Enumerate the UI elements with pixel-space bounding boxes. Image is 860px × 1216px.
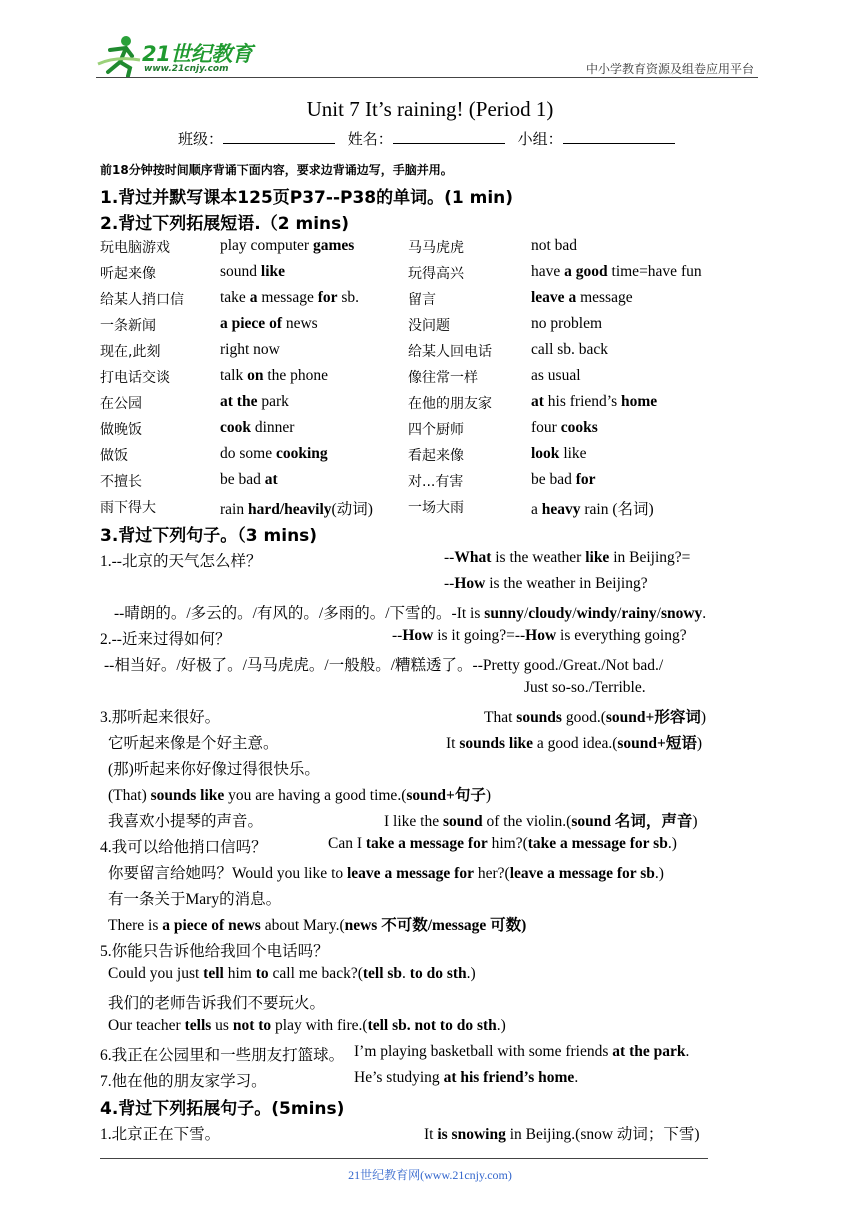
phrase-zh-2: 给某人回电话 [408,344,492,360]
phrase-en-2: look like [531,445,587,462]
phrase-en-1: a piece of news [220,315,318,332]
footer-text: 21世纪教育网(www.21cnjy.com) [348,1168,512,1182]
class-blank[interactable] [223,129,335,144]
phrase-zh-1: 做饭 [100,448,128,464]
runner-logo-icon [96,34,142,78]
section-heading-3: 3.背过下列句子。（3 mins) [100,526,318,546]
sentence-right: I’m playing basketball with some friends at the park. [354,1043,690,1060]
sentence-left: --相当好。/好极了。/马马虎虎。/一般般。/糟糕透了。--Pretty good./Great./Not bad./ [104,657,664,674]
phrase-zh-1: 不擅长 [100,474,142,490]
page-title: Unit 7 It’s raining! (Period 1) [306,97,554,121]
phrase-zh-1: 听起来像 [100,266,156,282]
sentence-left: 3.那听起来很好。 [100,709,221,726]
group-blank[interactable] [563,129,675,144]
class-label: 班级： [178,130,224,148]
phrase-en-2: leave a message [531,289,633,306]
logo-url: www.21cnjy.com [144,64,229,74]
phrase-en-2: have a good time=have fun [531,263,702,280]
phrase-en-1: cook dinner [220,419,295,436]
extended-left: 1.北京正在下雪。 [100,1126,221,1143]
phrase-zh-2: 一场大雨 [408,500,464,516]
section-heading-1: 1.背过并默写课本125页P37--P38的单词。(1 min) [100,188,514,208]
sentence-left: 它听起来像是个好主意。 [108,735,279,752]
sentence-right: Just so-so./Terrible. [524,679,646,696]
group-label: 小组： [517,130,563,148]
sentence-left: 6.我正在公园里和一些朋友打篮球。 [100,1047,345,1064]
phrase-zh-1: 做晚饭 [100,422,142,438]
site-logo [96,34,266,78]
phrase-zh-2: 看起来像 [408,448,464,464]
phrase-en-2: no problem [531,315,603,332]
phrase-en-1: talk on the phone [220,367,329,384]
phrase-en-1: sound like [220,263,286,280]
phrase-en-1: take a message for sb. [220,289,360,306]
header-divider [96,77,758,78]
phrase-en-2: call sb. back [531,341,609,358]
phrase-zh-2: 马马虎虎 [408,240,464,256]
sentence-left: (That) sounds like you are having a good time.(sound+句子) [108,787,492,804]
section-heading-2: 2.背过下列拓展短语.（2 mins) [100,214,350,234]
phrase-en-2: a heavy rain (名词) [531,501,654,518]
sentence-left: 我们的老师告诉我们不要玩火。 [108,995,326,1012]
extended-right: It is snowing in Beijing.(snow 动词；下雪) [424,1126,700,1143]
phrase-en-1: right now [220,341,280,358]
sentence-left: 有一条关于Mary的消息。 [108,891,282,908]
sentence-left: There is a piece of news about Mary.(news 不可数/message 可数) [108,917,527,934]
sentence-right: --How is it going?=--How is everything going? [392,627,687,644]
sentence-right: --How is the weather in Beijing? [444,575,648,592]
phrase-en-1: be bad at [220,471,278,488]
sentence-right: It sounds like a good idea.(sound+短语) [446,735,703,752]
sentence-right: --What is the weather like in Beijing?= [444,549,691,566]
sentence-right: Can I take a message for him?(take a message for sb.) [328,835,677,852]
phrase-zh-2: 四个厨师 [408,422,464,438]
phrase-zh-1: 在公园 [100,396,142,412]
sentence-left: 2.--近来过得如何？ [100,631,231,648]
phrase-en-2: be bad for [531,471,596,488]
phrase-zh-1: 打电话交谈 [100,370,170,386]
instruction-text: 前18分钟按时间顺序背诵下面内容，要求边背诵边写，手脑并用。 [100,163,453,177]
phrase-en-1: play computer games [220,237,355,254]
sentence-right: He’s studying at his friend’s home. [354,1069,579,1086]
phrase-zh-1: 玩电脑游戏 [100,240,170,256]
phrase-zh-2: 像往常一样 [408,370,478,386]
name-blank[interactable] [393,129,505,144]
phrase-en-2: four cooks [531,419,598,436]
sentence-left: 5.你能只告诉他给我回个电话吗？ [100,943,329,960]
section-heading-4: 4.背过下列拓展句子。(5mins) [100,1099,345,1119]
phrase-en-2: as usual [531,367,581,384]
sentence-left: 1.--北京的天气怎么样？ [100,553,262,570]
sentence-left: --晴朗的。/多云的。/有风的。/多雨的。/下雪的。-It is sunny/cloudy/windy/rainy/snowy. [114,605,707,622]
student-info-fields [178,128,683,149]
phrase-zh-1: 雨下得大 [100,500,156,516]
sentence-left: 7.他在他的朋友家学习。 [100,1073,267,1090]
footer-divider [100,1158,708,1159]
sentence-left: Could you just tell him to call me back?(tell sb. to do sth.) [108,965,476,982]
phrase-zh-1: 一条新闻 [100,318,156,334]
phrase-en-1: rain hard/heavily(动词) [220,501,373,518]
sentence-left: 4.我可以给他捎口信吗？ [100,839,267,856]
sentence-right: That sounds good.(sound+形容词) [484,709,707,726]
phrase-zh-2: 留言 [408,292,436,308]
phrase-zh-1: 给某人捎口信 [100,292,184,308]
phrase-zh-1: 现在,此刻 [100,344,161,360]
phrase-en-2: at his friend’s home [531,393,658,410]
platform-label: 中小学教育资源及组卷应用平台 [585,62,754,76]
name-label: 姓名： [347,130,393,148]
logo-text: 21世纪教育 [142,42,253,66]
phrase-zh-2: 玩得高兴 [408,266,464,282]
sentence-left: 我喜欢小提琴的声音。 [108,813,264,830]
phrase-en-1: at the park [220,393,289,410]
phrase-zh-2: 在他的朋友家 [408,396,492,412]
sentence-left: Our teacher tells us not to play with fire.(tell sb. not to do sth.) [108,1017,506,1034]
phrase-en-2: not bad [531,237,578,254]
phrase-zh-2: 没问题 [408,318,450,334]
phrase-zh-2: 对...有害 [408,474,464,490]
phrase-en-1: do some cooking [220,445,328,462]
sentence-left: 你要留言给她吗？Would you like to leave a message for her?(leave a message for sb.) [108,865,664,882]
sentence-left: (那)听起来你好像过得很快乐。 [108,761,320,778]
sentence-right: I like the sound of the violin.(sound 名词，声音) [384,813,698,830]
